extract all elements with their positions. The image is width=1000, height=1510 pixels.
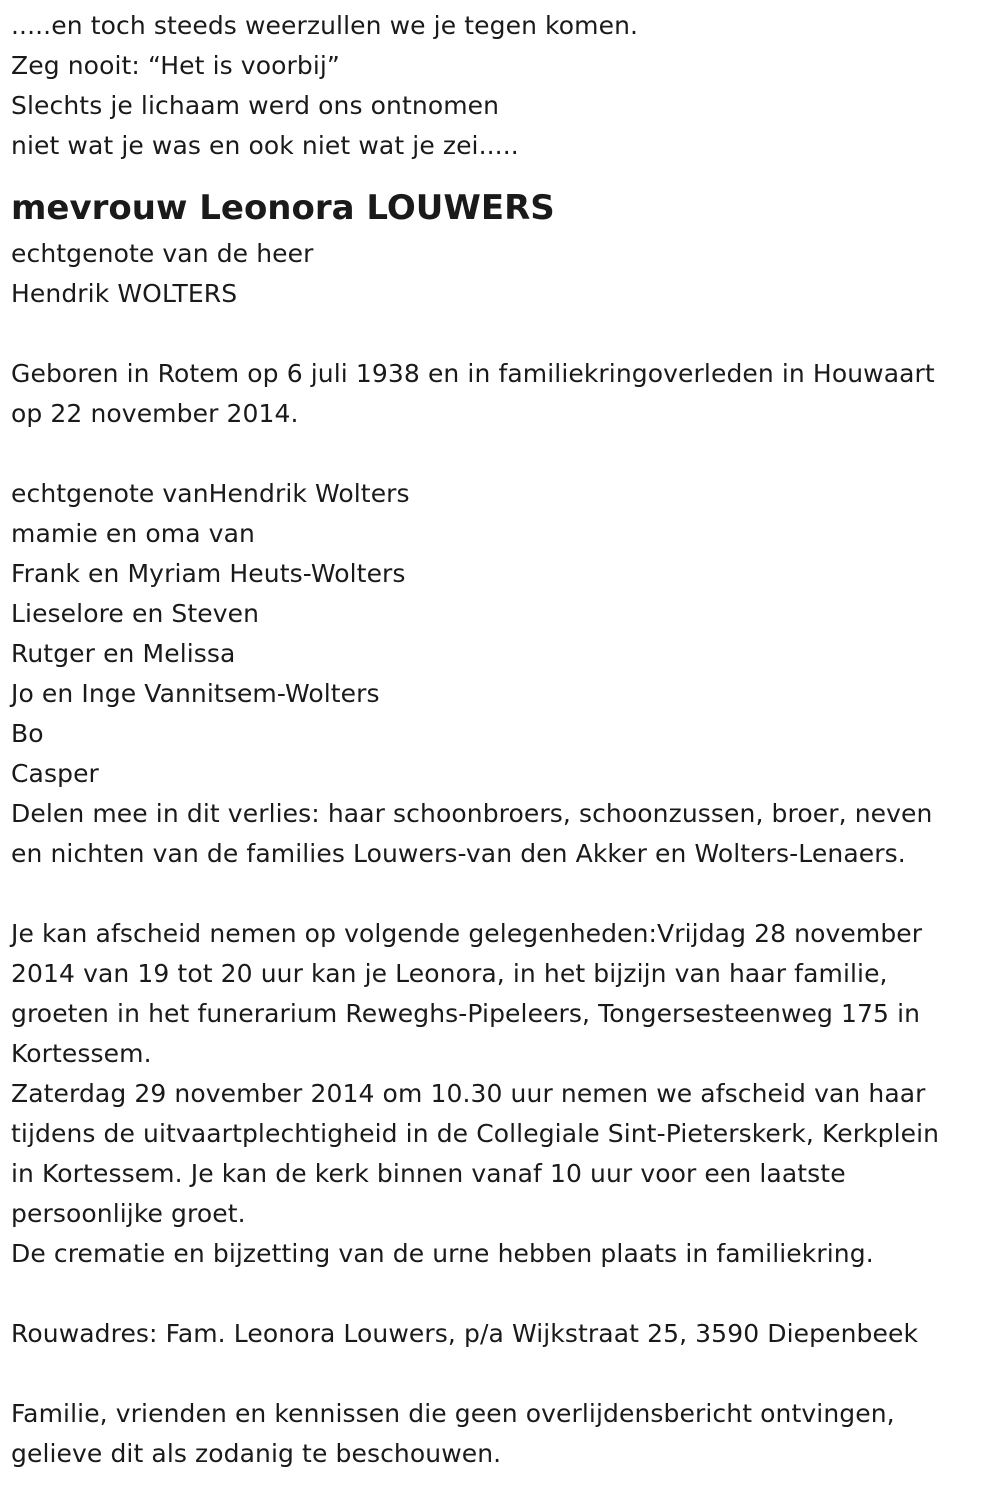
spacer (11, 1274, 1000, 1314)
family-line: echtgenote vanHendrik Wolters (11, 479, 410, 508)
farewell-line: Kortessem. (11, 1039, 152, 1068)
closing-line-1: Familie, vrienden en kennissen die geen overlijdensbericht ontvingen, (11, 1399, 895, 1428)
spouse-line-2: Hendrik WOLTERS (11, 279, 238, 308)
farewell-line: Je kan afscheid nemen op volgende gelegenheden:Vrijdag 28 november (11, 919, 923, 948)
farewell-section (11, 914, 1000, 1274)
mourning-address: Rouwadres: Fam. Leonora Louwers, p/a Wijkstraat 25, 3590 Diepenbeek (11, 1319, 919, 1348)
family-line: Frank en Myriam Heuts-Wolters (11, 559, 406, 588)
family-section (11, 474, 1000, 874)
family-line: Jo en Inge Vannitsem-Wolters (11, 679, 380, 708)
birth-death-line-2: op 22 november 2014. (11, 399, 299, 428)
family-line: Casper (11, 759, 99, 788)
birth-death-line-1: Geboren in Rotem op 6 juli 1938 en in familiekringoverleden in Houwaart (11, 359, 935, 388)
spacer (11, 314, 1000, 354)
birth-death-section (11, 354, 1000, 434)
farewell-line: in Kortessem. Je kan de kerk binnen vanaf 10 uur voor een laatste (11, 1159, 846, 1188)
spacer (11, 874, 1000, 914)
family-line: Delen mee in dit verlies: haar schoonbroers, schoonzussen, broer, neven (11, 799, 933, 828)
closing-section (11, 1394, 1000, 1474)
farewell-line: groeten in het funerarium Reweghs-Pipeleers, Tongersesteenweg 175 in (11, 999, 921, 1028)
spacer (11, 1354, 1000, 1394)
spouse-line-1: echtgenote van de heer (11, 239, 314, 268)
farewell-line: Zaterdag 29 november 2014 om 10.30 uur nemen we afscheid van haar (11, 1079, 926, 1108)
poem-line-4: niet wat je was en ook niet wat je zei..... (11, 131, 519, 160)
poem-line-2: Zeg nooit: “Het is voorbij” (11, 51, 340, 80)
family-line: Rutger en Melissa (11, 639, 236, 668)
closing-line-2: gelieve dit als zodanig te beschouwen. (11, 1439, 502, 1468)
family-line: en nichten van de families Louwers-van den Akker en Wolters-Lenaers. (11, 839, 906, 868)
farewell-line: tijdens de uitvaartplechtigheid in de Collegiale Sint-Pieterskerk, Kerkplein (11, 1119, 940, 1148)
poem-section (11, 6, 1000, 166)
poem-line-1: .....en toch steeds weerzullen we je tegen komen. (11, 11, 639, 40)
deceased-name: mevrouw Leonora LOUWERS (11, 188, 555, 228)
spacer (11, 434, 1000, 474)
farewell-line: 2014 van 19 tot 20 uur kan je Leonora, in het bijzijn van haar familie, (11, 959, 888, 988)
family-line: Bo (11, 719, 44, 748)
family-line: Lieselore en Steven (11, 599, 260, 628)
farewell-line: De crematie en bijzetting van de urne hebben plaats in familiekring. (11, 1239, 874, 1268)
farewell-line: persoonlijke groet. (11, 1199, 246, 1228)
family-line: mamie en oma van (11, 519, 255, 548)
poem-line-3: Slechts je lichaam werd ons ontnomen (11, 91, 500, 120)
